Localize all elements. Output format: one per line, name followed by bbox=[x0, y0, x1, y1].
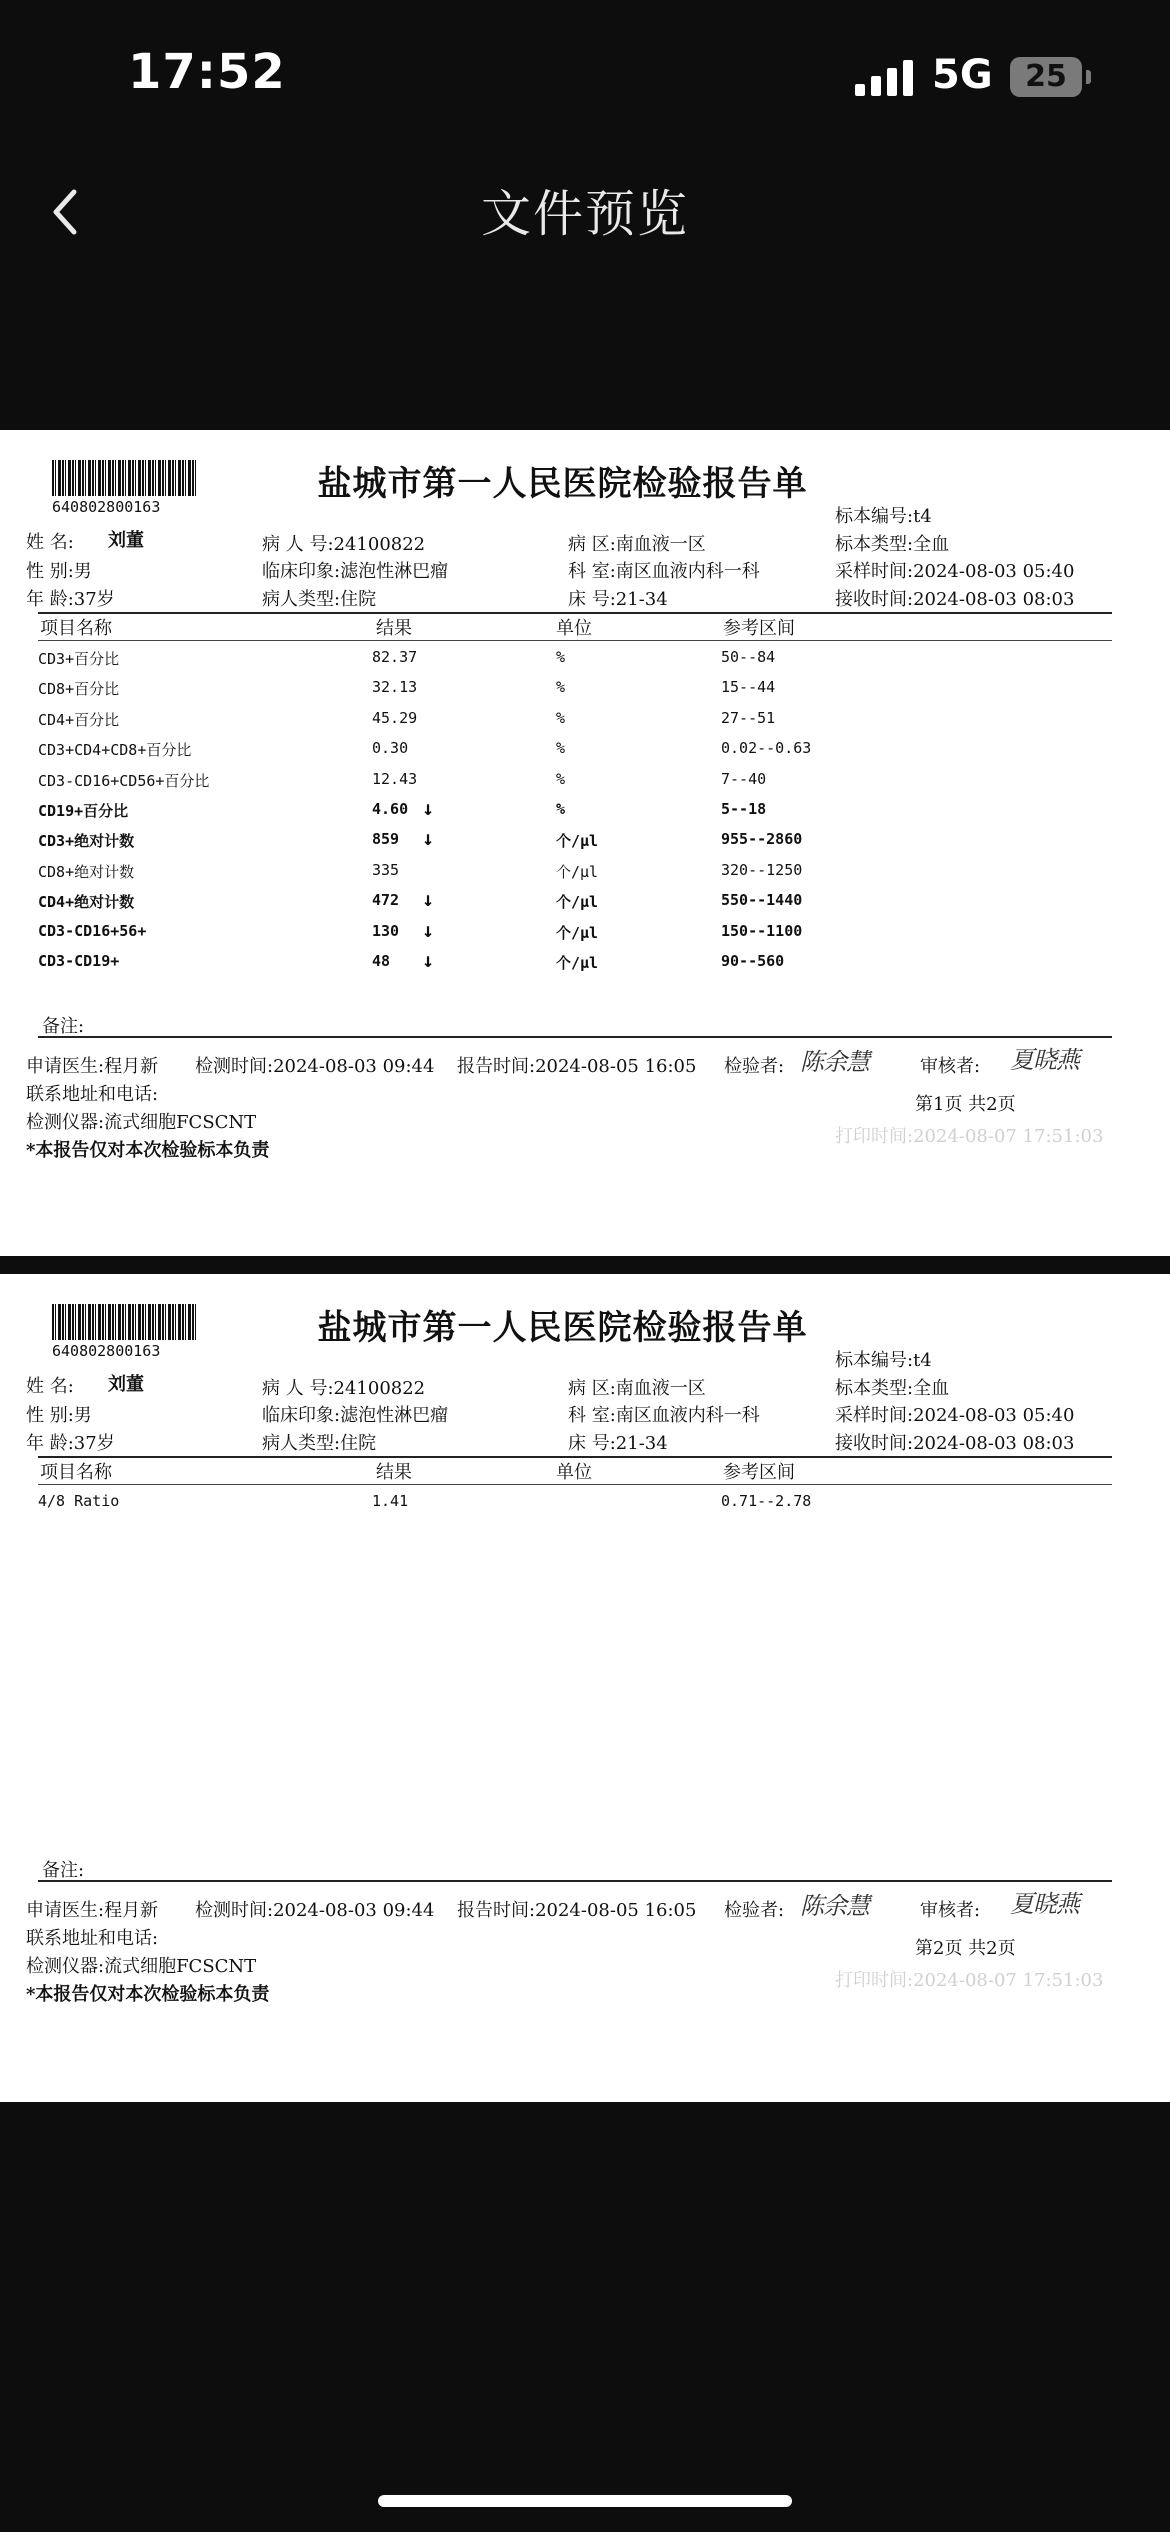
nav-bar bbox=[0, 150, 1170, 270]
row-name: CD3-CD19+ bbox=[38, 952, 120, 970]
test-time: 检测时间:2024-08-03 09:44 bbox=[195, 1900, 435, 1921]
patient-name-label: 姓 名: bbox=[26, 1376, 74, 1397]
row-result: 1.41 bbox=[372, 1492, 409, 1510]
remark-label: 备注: bbox=[42, 1016, 85, 1037]
battery-tip bbox=[1086, 70, 1091, 84]
footer-divider bbox=[38, 1880, 1112, 1882]
row-name: CD8+百分比 bbox=[38, 680, 120, 699]
requesting-doctor: 申请医生:程月新 bbox=[26, 1056, 159, 1077]
row-unit: 个/μl bbox=[556, 893, 599, 912]
footer-divider bbox=[38, 1036, 1112, 1038]
specimen-no: 标本编号:t4 bbox=[835, 1350, 932, 1371]
contact-info: 联系地址和电话: bbox=[26, 1084, 159, 1105]
row-name: CD8+绝对计数 bbox=[38, 862, 135, 881]
row-result: 130 bbox=[372, 921, 400, 940]
tester-label: 检验者: bbox=[724, 1900, 785, 1921]
print-time: 打印时间:2024-08-07 17:51:03 bbox=[835, 1970, 1104, 1991]
row-unit: 个/μl bbox=[556, 923, 599, 942]
row-range: 90--560 bbox=[721, 952, 785, 970]
row-result: 859 bbox=[372, 830, 400, 849]
row-range: 0.71--2.78 bbox=[721, 1492, 812, 1510]
column-divider bbox=[38, 640, 1112, 641]
row-name: 4/8 Ratio bbox=[38, 1492, 120, 1510]
battery-icon: 25 bbox=[1010, 57, 1082, 97]
row-result: 4.60 bbox=[372, 800, 409, 818]
patient-name: 刘董 bbox=[108, 1374, 144, 1395]
page-number: 第1页 共2页 bbox=[915, 1094, 1016, 1115]
row-result: 12.43 bbox=[372, 769, 418, 788]
patient-age: 年 龄:37岁 bbox=[26, 1433, 115, 1454]
row-name: CD3+百分比 bbox=[38, 650, 120, 668]
column-range: 参考区间 bbox=[723, 1462, 795, 1483]
row-range: 7--40 bbox=[721, 769, 767, 788]
print-time: 打印时间:2024-08-07 17:51:03 bbox=[835, 1126, 1104, 1147]
cellular-signal-icon bbox=[855, 60, 915, 96]
department: 科 室:南区血液内科一科 bbox=[568, 1405, 760, 1426]
row-unit: 个/μl bbox=[556, 954, 599, 972]
disclaimer: *本报告仅对本次检验标本负责 bbox=[26, 1140, 270, 1161]
row-name: CD3+CD4+CD8+百分比 bbox=[38, 741, 192, 760]
row-result: 48 bbox=[372, 952, 391, 970]
instrument: 检测仪器:流式细胞FCSCNT bbox=[26, 1956, 257, 1977]
receive-time: 接收时间:2024-08-03 08:03 bbox=[835, 1433, 1075, 1454]
reviewer-label: 审核者: bbox=[920, 1900, 981, 1921]
patient-name-label: 姓 名: bbox=[26, 532, 74, 553]
row-result: 82.37 bbox=[372, 648, 418, 666]
ward: 病 区:南血液一区 bbox=[568, 1378, 706, 1399]
report-title: 盐城市第一人民医院检验报告单 bbox=[317, 1308, 808, 1348]
column-item: 项目名称 bbox=[40, 618, 112, 639]
row-range: 955--2860 bbox=[721, 830, 803, 849]
status-bar bbox=[0, 0, 1170, 150]
row-unit: 个/μl bbox=[556, 832, 599, 851]
row-unit: % bbox=[556, 708, 566, 727]
remark-label: 备注: bbox=[42, 1860, 85, 1881]
patient-sex: 性 别:男 bbox=[26, 561, 92, 582]
row-result: 472 bbox=[372, 891, 400, 910]
specimen-type: 标本类型:全血 bbox=[835, 534, 950, 555]
ward: 病 区:南血液一区 bbox=[568, 534, 706, 555]
bed-no: 床 号:21-34 bbox=[568, 1433, 668, 1454]
specimen-type: 标本类型:全血 bbox=[835, 1378, 950, 1399]
report-time: 报告时间:2024-08-05 16:05 bbox=[457, 1900, 697, 1921]
row-range: 27--51 bbox=[721, 708, 776, 727]
row-range: 5--18 bbox=[721, 800, 767, 818]
row-range: 15--44 bbox=[721, 678, 776, 697]
tester-label: 检验者: bbox=[724, 1056, 785, 1077]
row-result: 0.30 bbox=[372, 739, 409, 758]
test-time: 检测时间:2024-08-03 09:44 bbox=[195, 1056, 435, 1077]
page-number: 第2页 共2页 bbox=[915, 1938, 1016, 1959]
row-name: CD19+百分比 bbox=[38, 802, 129, 820]
patient-type: 病人类型:住院 bbox=[262, 589, 377, 610]
home-indicator[interactable] bbox=[378, 2495, 792, 2507]
report-time: 报告时间:2024-08-05 16:05 bbox=[457, 1056, 697, 1077]
row-name: CD3+绝对计数 bbox=[38, 832, 135, 851]
reviewer-label: 审核者: bbox=[920, 1056, 981, 1077]
collect-time: 采样时间:2024-08-03 05:40 bbox=[835, 561, 1075, 582]
contact-info: 联系地址和电话: bbox=[26, 1928, 159, 1949]
row-result: 45.29 bbox=[372, 708, 418, 727]
row-name: CD4+百分比 bbox=[38, 710, 120, 729]
row-name: CD3-CD16+CD56+百分比 bbox=[38, 771, 210, 790]
barcode-number: 640802800163 bbox=[52, 498, 161, 516]
bed-no: 床 号:21-34 bbox=[568, 589, 668, 610]
row-range: 0.02--0.63 bbox=[721, 739, 812, 758]
low-flag-icon: ↓ bbox=[422, 917, 435, 942]
report-title: 盐城市第一人民医院检验报告单 bbox=[317, 464, 808, 504]
column-unit: 单位 bbox=[556, 618, 592, 639]
status-time: 17:52 bbox=[128, 44, 286, 100]
clinical-diagnosis: 临床印象:滤泡性淋巴瘤 bbox=[262, 1405, 449, 1426]
row-name: CD3-CD16+56+ bbox=[38, 921, 147, 940]
patient-sex: 性 别:男 bbox=[26, 1405, 92, 1426]
column-divider bbox=[38, 1484, 1112, 1485]
row-unit: % bbox=[556, 800, 566, 818]
row-range: 50--84 bbox=[721, 648, 776, 666]
column-result: 结果 bbox=[376, 1462, 412, 1483]
row-unit: % bbox=[556, 678, 566, 697]
barcode-number: 640802800163 bbox=[52, 1342, 161, 1360]
patient-no: 病 人 号:24100822 bbox=[262, 534, 426, 555]
specimen-no: 标本编号:t4 bbox=[835, 506, 932, 527]
requesting-doctor: 申请医生:程月新 bbox=[26, 1900, 159, 1921]
low-flag-icon: ↓ bbox=[422, 887, 435, 912]
row-range: 550--1440 bbox=[721, 891, 803, 910]
column-unit: 单位 bbox=[556, 1462, 592, 1483]
patient-no: 病 人 号:24100822 bbox=[262, 1378, 426, 1399]
row-unit: % bbox=[556, 769, 566, 788]
disclaimer: *本报告仅对本次检验标本负责 bbox=[26, 1984, 270, 2005]
column-result: 结果 bbox=[376, 618, 412, 639]
tester-signature: 陈余慧 bbox=[800, 1892, 869, 1920]
row-unit: 个/μl bbox=[556, 862, 599, 881]
reviewer-signature: 夏晓燕 bbox=[1010, 1890, 1079, 1918]
row-result: 32.13 bbox=[372, 678, 418, 697]
row-name: CD4+绝对计数 bbox=[38, 893, 135, 912]
department: 科 室:南区血液内科一科 bbox=[568, 561, 760, 582]
receive-time: 接收时间:2024-08-03 08:03 bbox=[835, 589, 1075, 610]
collect-time: 采样时间:2024-08-03 05:40 bbox=[835, 1405, 1075, 1426]
page-title: 文件预览 bbox=[481, 185, 689, 243]
report-page-2[interactable] bbox=[0, 1274, 1170, 2102]
reviewer-signature: 夏晓燕 bbox=[1010, 1046, 1079, 1074]
patient-type: 病人类型:住院 bbox=[262, 1433, 377, 1454]
column-item: 项目名称 bbox=[40, 1462, 112, 1483]
row-unit: % bbox=[556, 648, 566, 666]
row-range: 320--1250 bbox=[721, 860, 803, 879]
clinical-diagnosis: 临床印象:滤泡性淋巴瘤 bbox=[262, 561, 449, 582]
tester-signature: 陈余慧 bbox=[800, 1048, 869, 1076]
report-page-1[interactable] bbox=[0, 430, 1170, 1256]
low-flag-icon: ↓ bbox=[422, 826, 435, 851]
row-result: 335 bbox=[372, 860, 400, 879]
column-range: 参考区间 bbox=[723, 618, 795, 639]
low-flag-icon: ↓ bbox=[422, 948, 435, 972]
low-flag-icon: ↓ bbox=[422, 796, 435, 820]
row-range: 150--1100 bbox=[721, 921, 803, 940]
row-unit: % bbox=[556, 739, 566, 758]
network-type: 5G bbox=[932, 52, 993, 98]
patient-name: 刘董 bbox=[108, 530, 144, 551]
patient-age: 年 龄:37岁 bbox=[26, 589, 115, 610]
instrument: 检测仪器:流式细胞FCSCNT bbox=[26, 1112, 257, 1133]
